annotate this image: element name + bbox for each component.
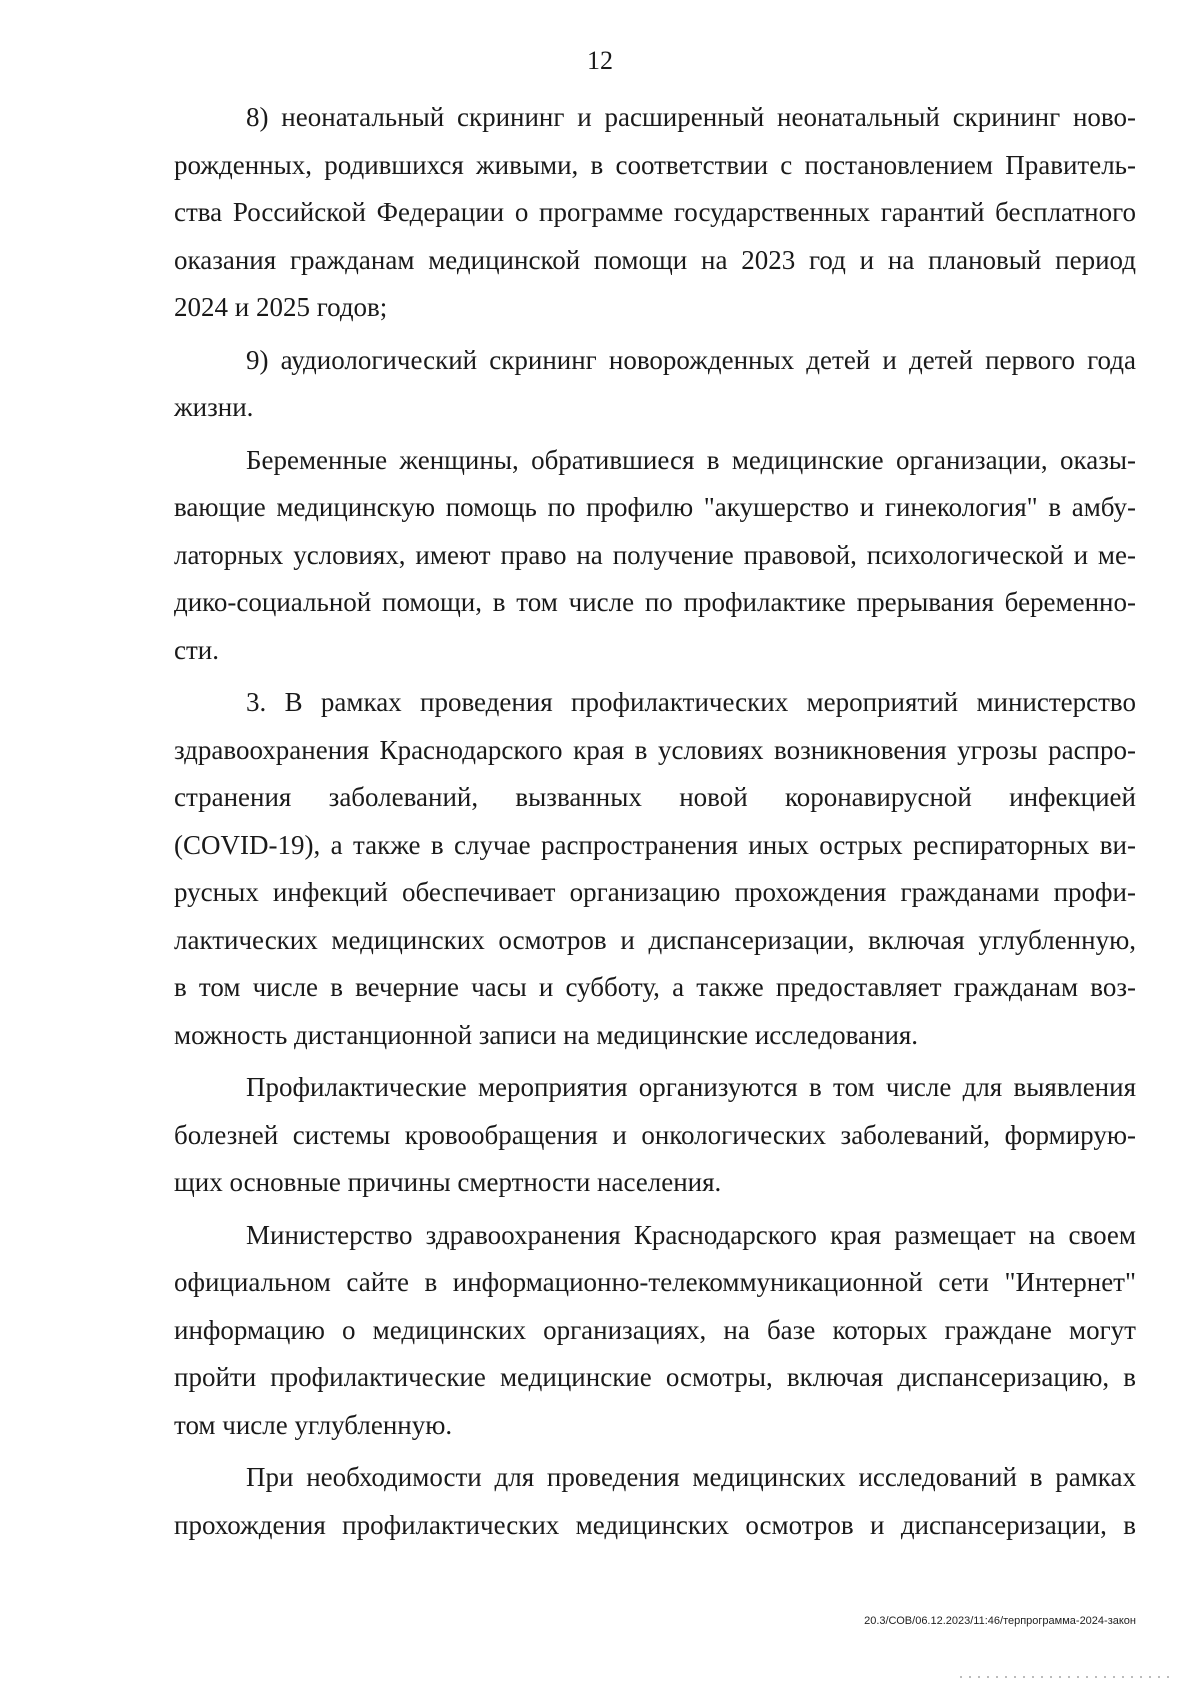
text-line: лактических медицинских осмотров и диспансеризации, включая углубленную, [174, 924, 1136, 955]
paragraph-item-8-neonatal-screening [174, 94, 1136, 332]
text-line: дико-социальной помощи, в том числе по профилактике прерывания беременно- [174, 587, 1136, 617]
text-line: прохождения профилактических медицинских осмотров и диспансеризации, в [174, 1509, 1136, 1540]
text-line: щих основные причины смертности населения. [174, 1167, 722, 1197]
text-line: Профилактические мероприятия организуются в том числе для выявления [246, 1072, 1136, 1102]
text-line: 8) неонатальный скрининг и расширенный неонатальный скрининг ново- [246, 102, 1136, 132]
text-line: странения заболеваний, вызванных новой коронавирусной инфекцией [174, 782, 1136, 812]
document-reference-code: 20.3/СОВ/06.12.2023/11:46/терпрограмма-2024-закон [864, 1615, 1136, 1627]
text-line: том числе углубленную. [174, 1409, 453, 1440]
text-line: Министерство здравоохранения Краснодарского края размещает на своем [246, 1219, 1136, 1250]
text-line: латорных условиях, имеют право на получение правовой, психологической и ме- [174, 539, 1136, 570]
text-line: информацию о медицинских организациях, на базе которых граждане могут [174, 1314, 1136, 1345]
paragraph-medical-research [174, 1454, 1136, 1549]
paragraph-ministry-website [174, 1212, 1136, 1450]
text-line: ства Российской Федерации о программе государственных гарантий бесплатного [174, 197, 1136, 227]
document-body [174, 94, 1136, 1549]
text-line: сти. [174, 634, 219, 665]
text-line: можность дистанционной записи на медицинские исследования. [174, 1019, 919, 1050]
text-line: оказания гражданам медицинской помощи на 2023 год и на плановый период [174, 244, 1136, 275]
text-line: здравоохранения Краснодарского края в условиях возникновения угрозы распро- [174, 734, 1136, 765]
text-line: в том числе в вечерние часы и субботу, а также предоставляет гражданам воз- [174, 972, 1136, 1002]
text-line: болезней системы кровообращения и онкологических заболеваний, формирую- [174, 1119, 1136, 1150]
text-line: 2024 и 2025 годов; [174, 292, 388, 322]
scan-artifact [960, 1676, 1170, 1678]
text-line: вающие медицинскую помощь по профилю "акушерство и гинекология" в амбу- [174, 492, 1136, 522]
text-line: При необходимости для проведения медицинских исследований в рамках [246, 1462, 1136, 1492]
text-line: пройти профилактические медицинские осмотры, включая диспансеризацию, в [174, 1362, 1136, 1392]
text-line: Беременные женщины, обратившиеся в медицинские организации, оказы- [246, 444, 1136, 475]
text-line: официальном сайте в информационно-телекоммуникационной сети "Интернет" [174, 1267, 1136, 1297]
text-line: рожденных, родившихся живыми, в соответствии с постановлением Правитель- [174, 149, 1136, 180]
text-line: русных инфекций обеспечивает организацию прохождения гражданами профи- [174, 877, 1136, 907]
text-line: (COVID-19), а также в случае распространения иных острых респираторных ви- [174, 829, 1136, 860]
page-number: 12 [587, 46, 613, 75]
text-line: 9) аудиологический скрининг новорожденных детей и детей первого года [246, 344, 1136, 375]
paragraph-item-9-audiology-screening [174, 337, 1136, 432]
text-line: 3. В рамках проведения профилактических мероприятий министерство [246, 687, 1136, 717]
paragraph-section-3-covid [174, 679, 1136, 1059]
paragraph-pregnant-women [174, 437, 1136, 675]
text-line: жизни. [174, 392, 254, 422]
paragraph-preventive-measures [174, 1064, 1136, 1207]
